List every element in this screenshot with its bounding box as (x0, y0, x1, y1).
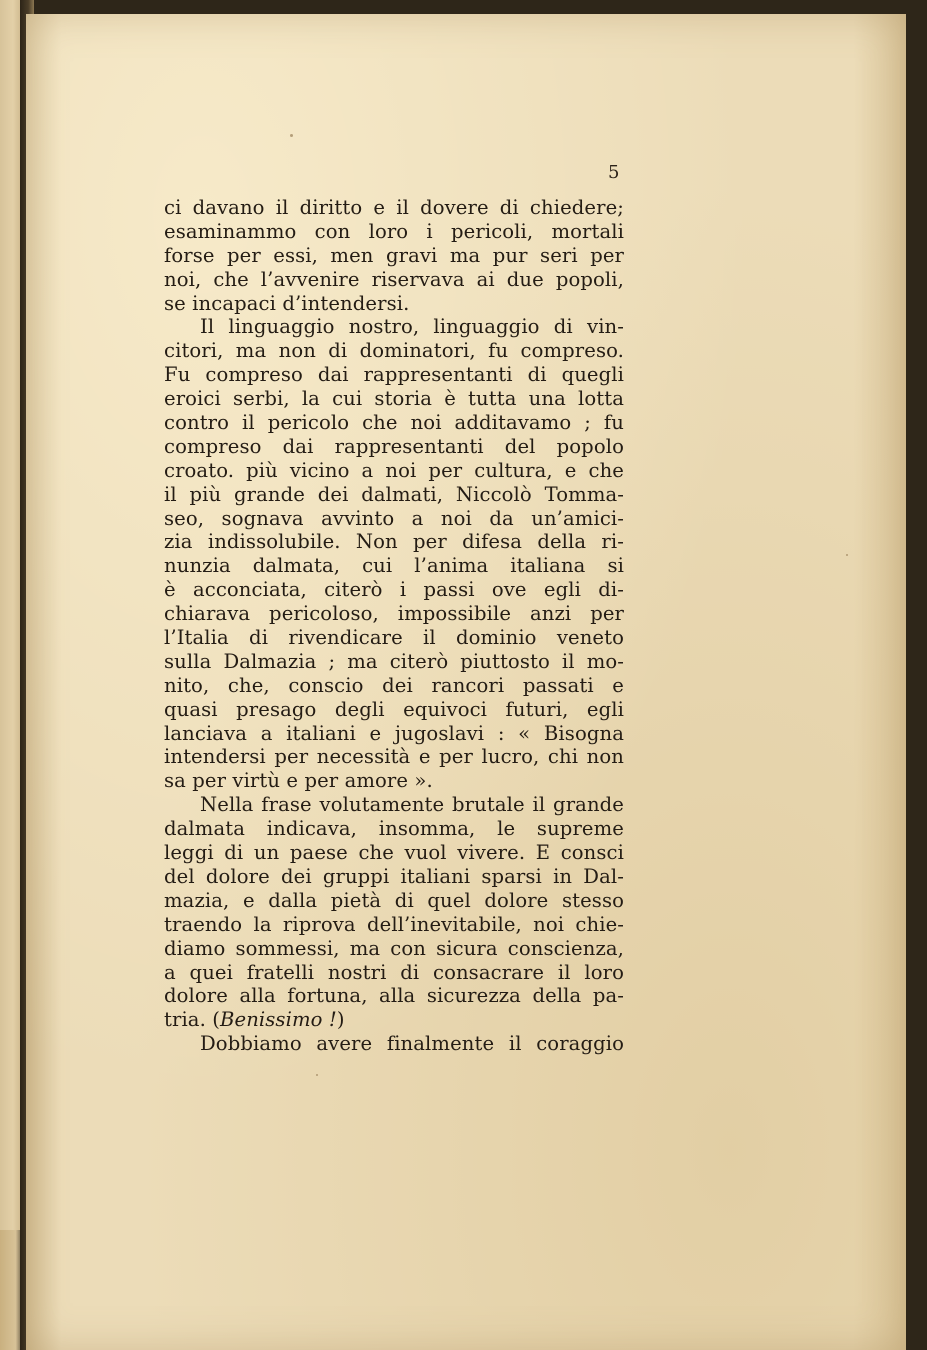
text-line: chiarava pericoloso, impossibile anzi per (164, 602, 624, 626)
text-line: croato. più vicino a noi per cultura, e che (164, 458, 624, 482)
text-fragment: tria. ( (164, 1008, 220, 1032)
applause-note: Benissimo ! (220, 1008, 337, 1032)
text-line: seo, sognava avvinto a noi da un’amici- (164, 506, 624, 530)
text-line: mazia, e dalla pietà di quel dolore stesso (164, 888, 624, 912)
text-line: Dobbiamo avere finalmente il coraggio (200, 1032, 624, 1056)
text-line: del dolore dei gruppi italiani sparsi in Dal- (164, 864, 624, 888)
text-line: quasi presago degli equivoci futuri, egli (164, 697, 624, 721)
text-line: diamo sommessi, ma con sicura conscienza, (164, 936, 624, 960)
text-line: dolore alla fortuna, alla sicurezza della pa- (164, 984, 624, 1008)
text-line: Fu compreso dai rappresentanti di quegli (164, 363, 624, 387)
text-line: Il linguaggio nostro, linguaggio di vin- (200, 315, 624, 339)
text-line: compreso dai rappresentanti del popolo (164, 434, 624, 458)
text-line: intendersi per necessità e per lucro, chi non (164, 745, 624, 769)
text-line: il più grande dei dalmati, Niccolò Tomma- (164, 482, 624, 506)
text-line: ci davano il diritto e il dovere di chiedere; (164, 196, 624, 219)
text-line: è acconciata, citerò i passi ove egli di- (164, 578, 624, 602)
text-line: sulla Dalmazia ; ma citerò piuttosto il mo- (164, 649, 624, 673)
body-text (164, 196, 624, 1056)
paper-speck (316, 1074, 318, 1076)
text-line: nito, che, conscio dei rancori passati e (164, 673, 624, 697)
text-line: leggi di un paese che vuol vivere. E consci (164, 841, 624, 865)
text-line: lanciava a italiani e jugoslavi : « Bisogna (164, 721, 624, 745)
text-line: eroici serbi, la cui storia è tutta una lotta (164, 387, 624, 411)
text-line: Nella frase volutamente brutale il grande (200, 793, 624, 817)
paper-speck (290, 134, 293, 137)
text-line: traendo la riprova dell’inevitabile, noi chie- (164, 912, 624, 936)
page-number: 5 (608, 162, 620, 183)
text-line: l’Italia di rivendicare il dominio veneto (164, 626, 624, 650)
paper-speck (846, 554, 848, 556)
text-line: noi, che l’avvenire riservava ai due popoli, (164, 267, 624, 291)
text-line: dalmata indicava, insomma, le supreme (164, 817, 624, 841)
text-line-applause (164, 1008, 624, 1032)
text-line: forse per essi, men gravi ma pur seri per (164, 243, 624, 267)
text-line: citori, ma non di dominatori, fu compreso. (164, 339, 624, 363)
text-line: se incapaci d’intendersi. (164, 291, 410, 315)
text-line: nunzia dalmata, cui l’anima italiana si (164, 554, 624, 578)
text-line: contro il pericolo che noi additavamo ; fu (164, 411, 624, 435)
book-page (26, 14, 906, 1350)
text-line: sa per virtù e per amore ». (164, 769, 433, 793)
text-fragment: ) (336, 1008, 345, 1032)
text-line: zia indissolubile. Non per difesa della ri- (164, 530, 624, 554)
text-line: a quei fratelli nostri di consacrare il loro (164, 960, 624, 984)
text-line: esaminammo con loro i pericoli, mortali (164, 219, 624, 243)
